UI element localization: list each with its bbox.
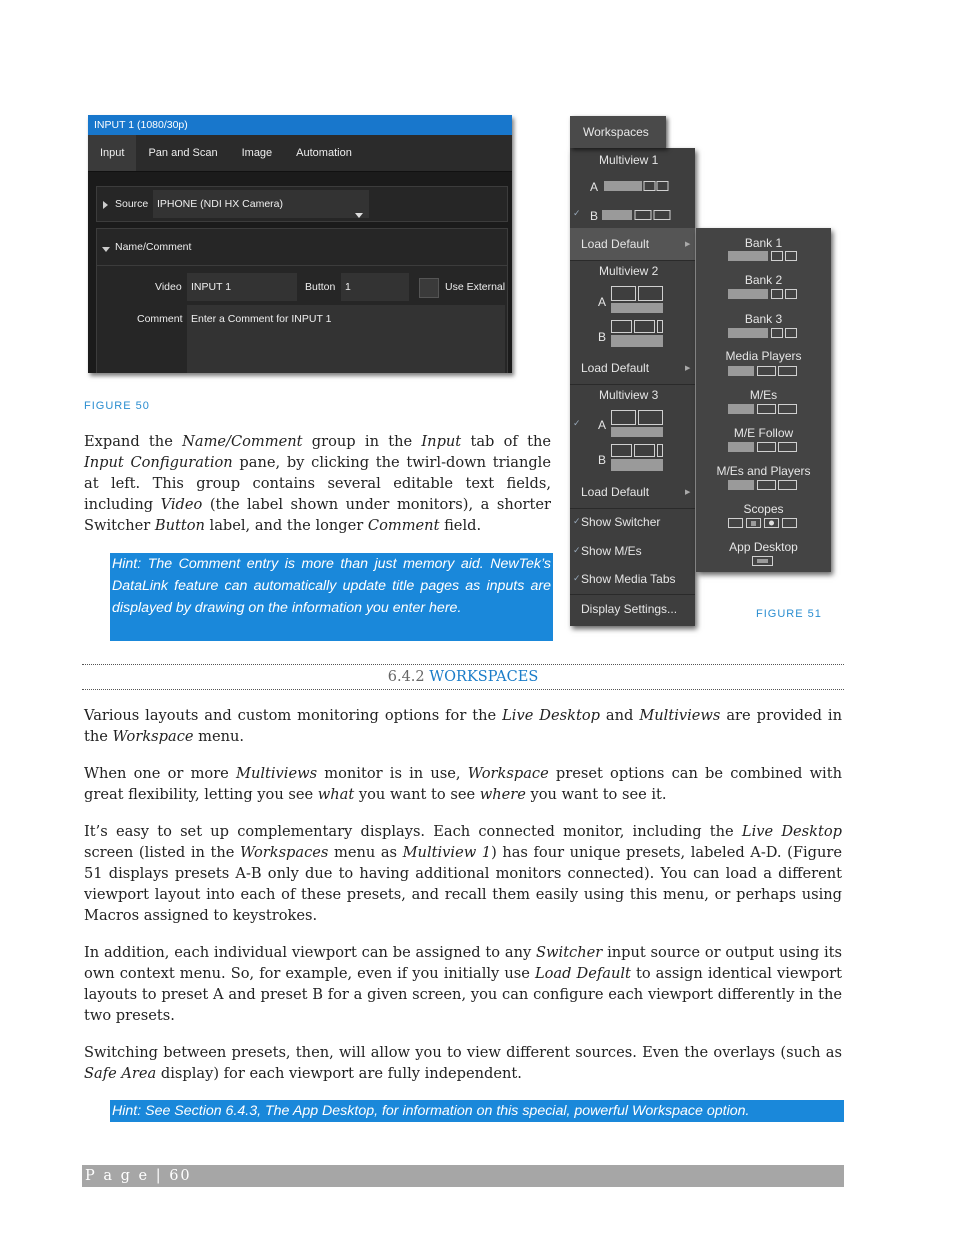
checkmark-icon: ✓ — [573, 418, 581, 428]
use-external-label: Use External — [445, 281, 506, 293]
layout-thumbnail-icon — [728, 365, 798, 377]
menu-show-mes[interactable]: Show M/Es — [581, 544, 642, 558]
source-value: IPHONE (NDI HX Camera) — [157, 198, 284, 210]
menu-multiview-1: Multiview 1 — [599, 153, 659, 167]
paragraph: It’s easy to set up complementary displays. Each connected monitor, including the Live Desktop screen (listed in the Workspaces menu as Multiview 1) has four unique presets, labeled A-D. (Figure 51 displays presets A-B only due to having additional monitors connected). You can load a different viewport layout into each of these presets, and recall them easily using this menu, or perhaps using Macros assigned to keystrokes. — [84, 823, 842, 924]
submenu-me-follow[interactable]: M/E Follow — [733, 426, 794, 440]
expand-triangle-icon[interactable] — [103, 200, 108, 212]
tab-pan-and-scan[interactable]: Pan and Scan — [148, 147, 218, 159]
layout-thumbnail-icon — [728, 288, 798, 300]
mv2-preset-b-label[interactable]: B — [598, 330, 607, 344]
submenu-mes[interactable]: M/Es — [749, 388, 778, 402]
submenu-bank-2[interactable]: Bank 2 — [744, 273, 783, 287]
menu-multiview-2: Multiview 2 — [599, 264, 659, 278]
mv1-preset-b-label[interactable]: B — [590, 209, 599, 223]
submenu-arrow-icon: ▶ — [685, 489, 691, 496]
submenu-media-players[interactable]: Media Players — [725, 349, 802, 363]
use-external-checkbox[interactable] — [419, 278, 439, 298]
name-comment-group — [96, 228, 508, 373]
source-label: Source — [115, 198, 149, 210]
divider — [82, 689, 844, 690]
submenu-bank-1[interactable]: Bank 1 — [744, 236, 783, 250]
paragraph: Various layouts and custom monitoring options for the Live Desktop and Multiviews are provided in the Workspace menu. — [84, 707, 842, 745]
app-desktop-icon — [752, 555, 774, 567]
mv2-preset-a-label[interactable]: A — [598, 295, 607, 309]
layout-thumbnail-icon[interactable] — [604, 179, 672, 193]
menu-load-default-2[interactable]: Load Default — [581, 361, 650, 375]
figure-51-caption: FIGURE 51 — [756, 608, 822, 620]
section-heading — [82, 666, 844, 688]
workspaces-menu — [570, 148, 695, 626]
menu-load-default-3[interactable]: Load Default — [581, 485, 650, 499]
checkmark-icon: ✓ — [573, 516, 581, 526]
submenu-arrow-icon: ▶ — [685, 365, 691, 372]
workspaces-menu-screenshot — [570, 116, 832, 628]
layout-thumbnail-icon — [728, 250, 798, 262]
menu-load-default-1[interactable]: Load Default — [581, 237, 650, 251]
button-label: Button — [305, 281, 336, 293]
checkmark-icon: ✓ — [573, 208, 581, 218]
workspaces-menu-header[interactable]: Workspaces — [570, 116, 666, 148]
layout-thumbnail-icon — [728, 403, 798, 415]
paragraph: Expand the Name/Comment group in the Input tab of the Input Configuration pane, by clicking the twirl-down triangle at left. This group contains several editable text fields, including Video (the label shown under monitors), a shorter Switcher Button label, and the longer Comment field. — [84, 433, 551, 534]
paragraph: In addition, each individual viewport can be assigned to any Switcher input source or output using its own context menu. So, for example, even if you initially use Load Default to assign identical viewport layouts to preset A and preset B for a given screen, you can configure each viewport differently in the two presets. — [84, 944, 843, 1024]
layout-thumbnail-icon[interactable] — [611, 286, 665, 316]
checkmark-icon: ✓ — [573, 545, 581, 555]
video-label: Video — [155, 281, 182, 293]
collapse-triangle-icon[interactable] — [102, 243, 110, 255]
tab-input[interactable]: Input — [88, 135, 136, 171]
layout-thumbnail-icon — [728, 517, 798, 529]
submenu-arrow-icon: ▶ — [685, 241, 691, 248]
section-title: WORKSPACES — [429, 669, 539, 685]
input-title-bar: INPUT 1 (1080/30p) — [88, 115, 512, 135]
button-field[interactable]: 1 — [341, 273, 409, 301]
video-field[interactable]: INPUT 1 — [187, 273, 297, 301]
checkmark-icon: ✓ — [573, 573, 581, 583]
source-row — [96, 186, 508, 222]
layout-thumbnail-icon[interactable] — [611, 320, 665, 350]
mv1-preset-a-label[interactable]: A — [590, 180, 599, 194]
layout-thumbnail-icon[interactable] — [611, 444, 665, 474]
mv3-preset-a-label[interactable]: A — [598, 418, 607, 432]
hint-box: Hint: See Section 6.4.3, The App Desktop, for information on this special, powerful Workspace option. — [110, 1100, 844, 1122]
section-number: 6.4.2 — [387, 669, 430, 685]
paragraph: When one or more Multiviews monitor is in use, Workspace preset options can be combined with great flexibility, letting you see what you want to see where you want to see it. — [84, 765, 842, 803]
comment-field[interactable]: Enter a Comment for INPUT 1 — [187, 305, 505, 373]
menu-show-switcher[interactable]: Show Switcher — [581, 515, 661, 529]
menu-display-settings[interactable]: Display Settings... — [581, 602, 678, 616]
mv3-preset-b-label[interactable]: B — [598, 453, 607, 467]
page-footer: P a g e | 60 — [82, 1165, 844, 1187]
menu-multiview-3: Multiview 3 — [599, 388, 659, 402]
layout-thumbnail-icon[interactable] — [611, 410, 665, 440]
load-default-submenu — [696, 228, 831, 572]
tab-image[interactable]: Image — [241, 147, 273, 159]
input-tabs — [88, 135, 512, 172]
submenu-bank-3[interactable]: Bank 3 — [744, 312, 783, 326]
group-label: Name/Comment — [115, 241, 192, 253]
comment-label: Comment — [137, 313, 183, 325]
layout-thumbnail-icon — [728, 441, 798, 453]
divider — [82, 664, 844, 665]
submenu-app-desktop[interactable]: App Desktop — [729, 540, 798, 554]
layout-thumbnail-icon[interactable] — [602, 208, 674, 222]
figure-50-caption: FIGURE 50 — [84, 400, 150, 412]
menu-show-media-tabs[interactable]: Show Media Tabs — [581, 572, 676, 586]
layout-thumbnail-icon — [728, 327, 798, 339]
tab-automation[interactable]: Automation — [296, 147, 352, 159]
hint-box: Hint: The Comment entry is more than just memory aid. NewTek’s DataLink feature can automatically update title pages as inputs are displayed by drawing on the information you enter here. — [110, 553, 553, 641]
submenu-mes-and-players[interactable]: M/Es and Players — [716, 464, 811, 478]
layout-thumbnail-icon — [728, 479, 798, 491]
input-config-screenshot — [88, 115, 512, 373]
paragraph: Switching between presets, then, will allow you to view different sources. Even the overlays (such as Safe Area display) for each viewport are fully independent. — [84, 1044, 842, 1082]
source-select[interactable] — [153, 190, 369, 218]
submenu-scopes[interactable]: Scopes — [743, 502, 784, 516]
chevron-down-icon — [355, 201, 363, 229]
